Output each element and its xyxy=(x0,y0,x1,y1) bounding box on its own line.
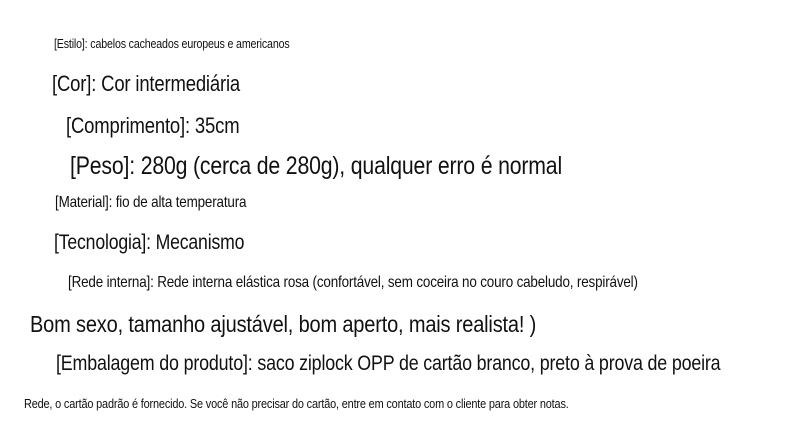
inner-net-line: [Rede interna]: Rede interna elástica rosa (confortável, sem coceira no couro cabeludo, respirável) xyxy=(68,274,638,291)
packaging-line: [Embalagem do produto]: saco ziplock OPP de cartão branco, preto à prova de poeira xyxy=(56,352,721,375)
technology-line: [Tecnologia]: Mecanismo xyxy=(54,231,245,254)
style-line: [Estilo]: cabelos cacheados europeus e americanos xyxy=(54,36,290,51)
color-line: [Cor]: Cor intermediária xyxy=(52,71,241,96)
features-line: Bom sexo, tamanho ajustável, bom aperto, mais realista! ) xyxy=(30,311,537,337)
weight-line: [Peso]: 280g (cerca de 280g), qualquer erro é normal xyxy=(70,152,563,180)
length-line: [Comprimento]: 35cm xyxy=(66,113,240,138)
card-note-line: Rede, o cartão padrão é fornecido. Se você não precisar do cartão, entre em contato com o cliente para obter notas. xyxy=(24,396,569,411)
material-line: [Material]: fio de alta temperatura xyxy=(55,194,247,211)
